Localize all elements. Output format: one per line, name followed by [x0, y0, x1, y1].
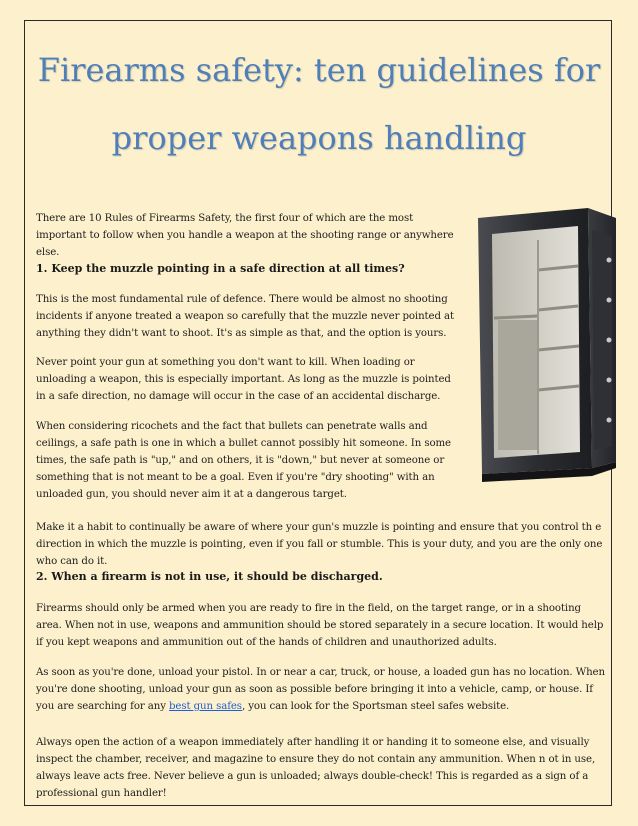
rule-2-heading: 2. When a firearm is not in use, it should be discharged. [36, 570, 383, 583]
intro-paragraph: There are 10 Rules of Firearms Safety, the first four of which are the most important to follow when you handle a weapon at the shooting range or anywhere else. [36, 213, 454, 258]
rule-1-paragraph-1: This is the most fundamental rule of defence. There would be almost no shooting incidents if anyone treated a weapon so carefully that the muzzle never pointed at anything they didn't want to shoot. It's as simple as that, and the option is yours. [36, 294, 455, 339]
rule-2-paragraph-2 [36, 664, 606, 715]
best-gun-safes-link[interactable]: best gun safes [169, 701, 242, 712]
rule-1-paragraph-3: When considering ricochets and the fact that bullets can penetrate walls and ceilings, a safe path is one in which a bullet cannot possibly hit someone. In some times, the safe path is "up," and on others, it is "down," but never at someone or something that is not meant to be a goal. Even if you're "dry shooting" with an unloaded gun, you should never aim it at a dangerous target. [36, 421, 451, 500]
gun-safe-image [470, 200, 620, 490]
rule-1-heading: 1. Keep the muzzle pointing in a safe direction at all times? [36, 262, 405, 275]
rule-2-paragraph-2-start: As soon as you're done, unload your pistol. In or near a car, truck, or house, a loaded gun has no location. When you're done shooting, unload your gun as soon as possible before bringing it into a vehicle, camp, or house. If you are searching for any [36, 667, 605, 712]
rule-2-paragraph-2-end: , you can look for the Sportsman steel safes website. [241, 701, 510, 712]
rule-1-paragraph-2: Never point your gun at something you don't want to kill. When loading or unloading a weapon, this is especially important. As long as the muzzle is pointed in a safe direction, no damage will occur in the case of an accidental discharge. [36, 357, 451, 402]
rule-2-paragraph-3: Always open the action of a weapon immediately after handling it or handing it to someone else, and visually inspect the chamber, receiver, and magazine to ensure they do not contain any ammunition. When n ot in use, always leave acts free. Never believe a gun is unloaded; always double-check! This is regarded as a sign of a professional gun handler! [36, 737, 596, 799]
title-line-1: Firearms safety: ten guidelines for [37, 51, 601, 89]
rule-2-paragraph-1: Firearms should only be armed when you are ready to fire in the field, on the target range, or in a shooting area. When not in use, weapons and ammunition should be stored separately in a secure location. It would help if you kept weapons and ammunition out of the hands of children and unauthorized adults. [36, 603, 604, 648]
title-line-2: proper weapons handling [111, 119, 527, 157]
rule-1-paragraph-4: Make it a habit to continually be aware of where your gun's muzzle is pointing and ensure that you control th e direction in which the muzzle is pointing, even if you fall or stumble. This is your duty, and you are the only one who can do it. [36, 522, 603, 567]
